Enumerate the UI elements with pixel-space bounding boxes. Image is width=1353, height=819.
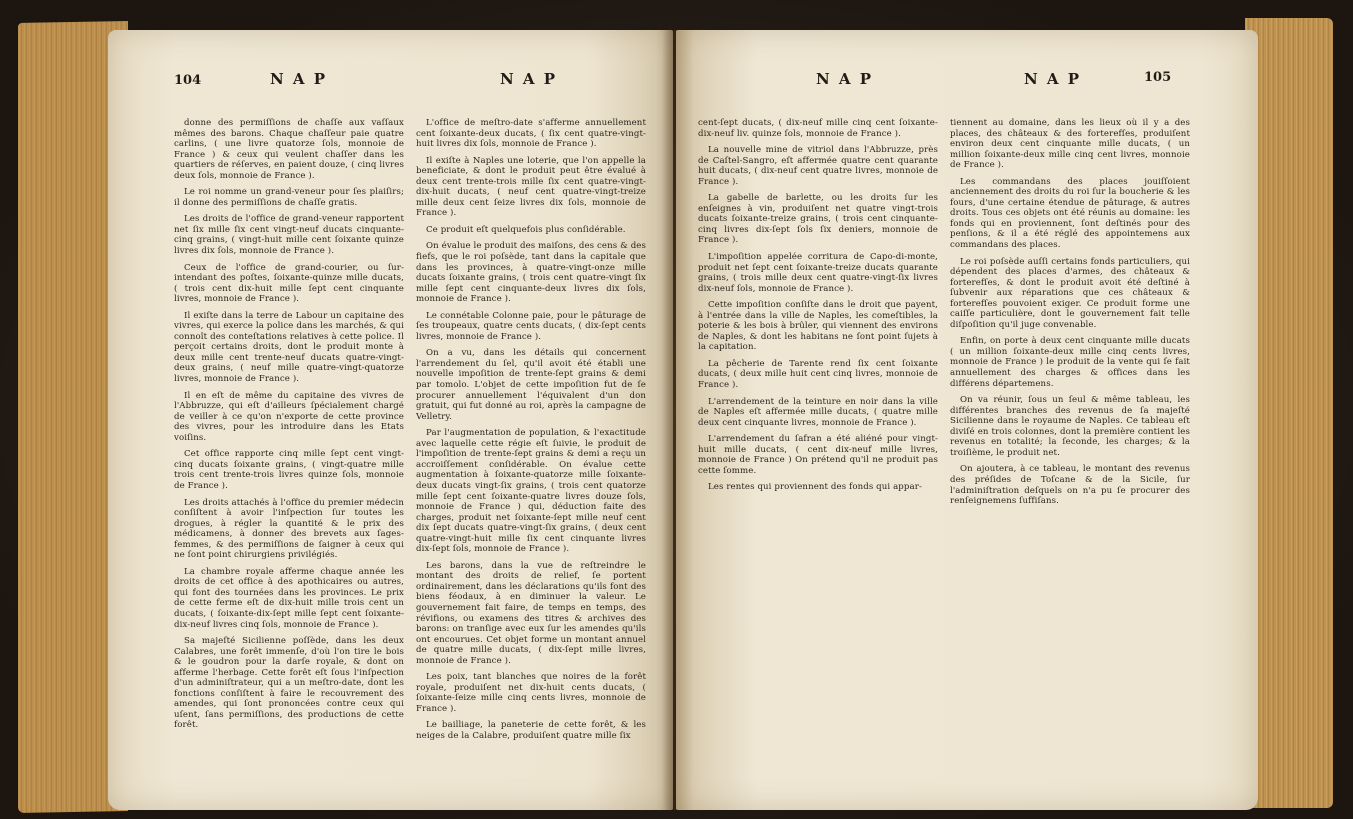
paragraph: Il exiſte dans la terre de Labour un capitaine des vivres, qui exerce la police dans les marchés, & qui connoît des conteſtations relatives à cette police. Il perçoit certains droits, dont le produit monte à deux mille cent trente-neuf ducats quatre-vingt-deux grains, ( neuf mille quatre-vingt-quatorze livres, monnoie de France ). [174, 310, 404, 385]
paragraph: Par l'augmentation de population, & l'exactitude avec laquelle cette régie eſt ſuivie, le produit de l'impoſition de trente-ſept grains & demi a reçu un accroiſſement conſidérable. On évalue cette augmentation à ſoixante-quatorze mille ſoixante-deux ducats vingt-ſix grains, ( trois cent quatorze mille ſept cent ſoixante-quatre livres douze ſols, monnoie de France ) qui, déduction faite des charges, produit net ſoixante-ſept mille neuf cent dix ſept ducats quatre-vingt-ſix grains, ( deux cent quatre-vingt-huit mille ſix cent cinquante livres dix-ſept ſols, monnoie de France ). [416, 428, 646, 555]
right-header-term-2: N A P [1024, 70, 1082, 88]
paragraph: On évalue le produit des maiſons, des cens & des fiefs, que le roi poſsède, tant dans la capitale que dans les provinces, à quatre-vingt-onze mille ducats ſoixante grains, ( trois cent quatre-vingt ſix mille ſept cent cinquante-deux livres dix ſols, monnoie de France ). [416, 241, 646, 305]
paragraph: La nouvelle mine de vitriol dans l'Abbruzze, près de Caſtel-Sangro, eſt affermée quatre cent quarante huit ducats, ( dix-neuf cent quatre livres, monnoie de France ). [698, 145, 938, 187]
left-page-number: 104 [174, 73, 202, 88]
left-page-column-1 [174, 118, 404, 748]
paragraph: Ce produit eſt quelquefois plus conſidérable. [426, 224, 626, 235]
paragraph: Les rentes qui proviennent des fonds qui appar- [708, 482, 922, 493]
paragraph: Cet office rapporte cinq mille ſept cent vingt-cinq ducats ſoixante grains, ( vingt-quatre mille trois cent trente-trois livres quinze ſols, monnoie de France ). [174, 449, 404, 491]
left-header-term-2: N A P [500, 70, 558, 88]
paragraph: Cette impoſition conſiſte dans le droit que payent, à l'entrée dans la ville de Naples, les comeſtibles, la poterie & les bois à brûler, qui viennent des environs de Naples, & dont les habitans ne ſont point ſujets à la capitation. [698, 300, 938, 353]
right-page-column-1 [698, 118, 938, 748]
paragraph: donne des permiſſions de chaſſe aux vaſſaux mêmes des barons. Chaque chaſſeur paie quatre carlins, ( une livre quatorze ſols, monnoie de France ) & ceux qui veulent chaſſer dans les quartiers de réſerves, en paient douze, ( cinq livres deux ſols, monnoie de France ). [174, 118, 404, 181]
paragraph: On a vu, dans les détails qui concernent l'arrendement du ſel, qu'il avoit été établi une nouvelle impoſition de trente-ſept grains & demi par tomolo. L'objet de cette impoſition fut de ſe procurer annuellement l'équivalent d'un don gratuit, qui fut donné au roi, après la campagne de Velletry. [416, 348, 646, 422]
paragraph: Les droits attachés à l'office du premier médecin conſiſtent à avoir l'inſpection ſur toutes les drogues, à régler la quantité & le prix des médicamens, à donner des brevets aux ſages-femmes, & des permiſſions de ſaigner à ceux qui ne ſont point chirurgiens privilégiés. [174, 497, 404, 561]
right-header-term-1: N A P [816, 70, 874, 88]
paragraph: Le roi nomme un grand-veneur pour ſes plaiſirs; il donne des permiſſions de chaſſe gratis. [174, 187, 404, 208]
left-header-term-1: N A P [270, 70, 328, 88]
paragraph: Les commandans des places jouiſſoient anciennement des droits du roi ſur la boucherie & les fours, d'une certaine étendue de pâturage, & autres droits. Tous ces objets ont été réunis au domaine: les fonds qui en proviennent, ſont deſtinés pour des penſions, & il a été réglé des appointemens aux commandans des places. [950, 176, 1190, 251]
right-page [676, 30, 1258, 810]
paragraph: Le roi poſsède auſſi certains fonds particuliers, qui dépendent des places d'armes, des châteaux & forterefſes, & dont le produit avoit été deſtiné à ſubvenir aux réparations que ces châteaux & forterefſes pouvoient exiger. Ce produit forme une caiſſe particulière, dont le gouvernement fait telle diſpoſition qu'il juge convenable. [950, 256, 1190, 330]
paragraph: Sa majeſté Sicilienne poſſède, dans les deux Calabres, une forêt immenſe, d'où l'on tire le bois & le goudron pour la darſe royale, & dont on afferme l'herbage. Cette forêt eſt ſous l'inſpection d'un adminiſtrateur, qui a un meſtro-date, dont les fonctions conſiſtent à faire le recouvrement des amendes, qui ſont prononcées contre ceux qui uſent, ſans permiſſions, des productions de cette forêt. [174, 636, 404, 731]
paragraph: Les barons, dans la vue de reſtreindre le montant des droits de relief, ſe portent ordinairement, dans les déclarations qu'ils font des biens féodaux, à en diminuer la valeur. Le gouvernement fait faire, de temps en temps, des révifions, ou examens des titres & archives des barons: on tranſige avec eux ſur les amendes qu'ils ont encourues. Cet objet forme un montant annuel de quatre mille ducats, ( dix-ſept mille livres, monnoie de France ). [416, 560, 646, 666]
paragraph: L'office de meſtro-date s'afferme annuellement cent ſoixante-deux ducats, ( ſix cent quatre-vingt-huit livres dix ſols, monnoie de France ). [416, 118, 646, 150]
paragraph: Il en eſt de même du capitaine des vivres de l'Abbruzze, qui eſt d'ailleurs ſpécialement chargé de veiller à ce qu'on n'exporte de cette province des vivres, pour les introduire dans les Etats voiſins. [174, 390, 404, 443]
paragraph: Il exiſte à Naples une loterie, que l'on appelle la beneficiate, & dont le produit peut être évalué à deux cent trente-trois mille ſix cent quatre-vingt-dix-huit ducats, ( neuf cent quatre-vingt-treize mille deux cent ſeize livres dix ſols, monnoie de France ). [416, 155, 646, 219]
paragraph: La pêcherie de Tarente rend ſix cent ſoixante ducats, ( deux mille huit cent cinq livres, monnoie de France ). [698, 358, 938, 391]
right-page-column-2 [950, 118, 1190, 748]
paragraph: Enfin, on porte à deux cent cinquante mille ducats ( un million ſoixante-deux mille cinq cents livres, monnoie de France ) le produit de la vente qui ſe fait annuellement des charges & offices dans les différens départemens. [950, 336, 1190, 389]
paragraph: Les poix, tant blanches que noires de la forêt royale, produiſent net dix-huit cents ducats, ( ſoixante-ſeize mille cinq cents livres, monnoie de France ). [416, 672, 646, 714]
left-page [108, 30, 673, 810]
book-page-edges-right [1245, 18, 1333, 808]
paragraph: L'impoſition appelée corritura de Capo-di-monte, produit net ſept cent ſoixante-treize ducats quarante grains, ( trois mille deux cent quatre-vingt-ſix livres dix-neuf ſols, monnoie de France ). [698, 252, 938, 294]
paragraph: L'arrendement de la teinture en noir dans la ville de Naples eſt affermée mille ducats, ( quatre mille deux cent cinquante livres, monnoie de France ). [698, 396, 938, 428]
paragraph: tiennent au domaine, dans les lieux où il y a des places, des châteaux & des forterefſes, produiſent environ deux cent cinquante mille ducats, ( un million ſoixante-deux mille cinq cent livres, monnoie de France ). [950, 118, 1190, 171]
left-page-column-2 [416, 118, 646, 748]
paragraph: Le bailliage, la paneterie de cette forêt, & les neiges de la Calabre, produiſent quatre mille ſix [416, 720, 646, 741]
paragraph: Les droits de l'office de grand-veneur rapportent net ſix mille ſix cent vingt-neuf ducats cinquante-cinq grains, ( vingt-huit mille cent ſoixante quinze livres dix ſols, monnoie de France ). [174, 214, 404, 257]
paragraph: On ajoutera, à ce tableau, le montant des revenus des préſides de Toſcane & de la Sicile, ſur l'adminiſtration deſquels on n'a pu ſe procurer des renſeignemens ſuffiſans. [950, 464, 1190, 507]
paragraph: On va réunir, ſous un ſeul & même tableau, les différentes branches des revenus de ſa majeſté Sicilienne dans le royaume de Naples. Ce tableau eſt diviſé en trois colonnes, dont la première contient les revenus en totalité; la ſeconde, les charges; & la troiſième, le produit net. [950, 395, 1190, 458]
paragraph: Ceux de l'office de grand-courier, ou ſur-intendant des poſtes, ſoixante-quinze mille ducats, ( trois cent dix-huit mille ſept cent cinquante livres, monnoie de France ). [174, 262, 404, 305]
paragraph: La gabelle de barlette, ou les droits ſur les enſeignes à vin, produiſent net quatre vingt-trois ducats ſoixante-treize grains, ( trois cent cinquante-cinq livres dix-ſept ſols ſix deniers, monnoie de France ). [698, 193, 938, 246]
paragraph: Le connétable Colonne paie, pour le pâturage de ſes troupeaux, quatre cents ducats, ( dix-ſept cents livres, monnoie de France ). [416, 310, 646, 342]
left-page-header [174, 70, 644, 88]
paragraph: cent-ſept ducats, ( dix-neuf mille cinq cent ſoixante-dix-neuf liv. quinze ſols, monnoie de France ). [698, 118, 938, 139]
paragraph: L'arrendement du ſafran a été aliéné pour vingt-huit mille ducats, ( cent dix-neuf mille livres, monnoie de France ) On prétend qu'il ne produit pas cette ſomme. [698, 434, 938, 476]
paragraph: La chambre royale afferme chaque année les droits de cet office à des apothicaires ou autres, qui font des tournées dans les provinces. Le prix de cette ferme eſt de dix-huit mille trois cent un ducats, ( ſoixante-dix-ſept mille ſept cent ſoixante-dix-neuf livres cinq ſols, monnoie de France ). [174, 566, 404, 630]
right-page-number: 105 [1144, 70, 1172, 85]
